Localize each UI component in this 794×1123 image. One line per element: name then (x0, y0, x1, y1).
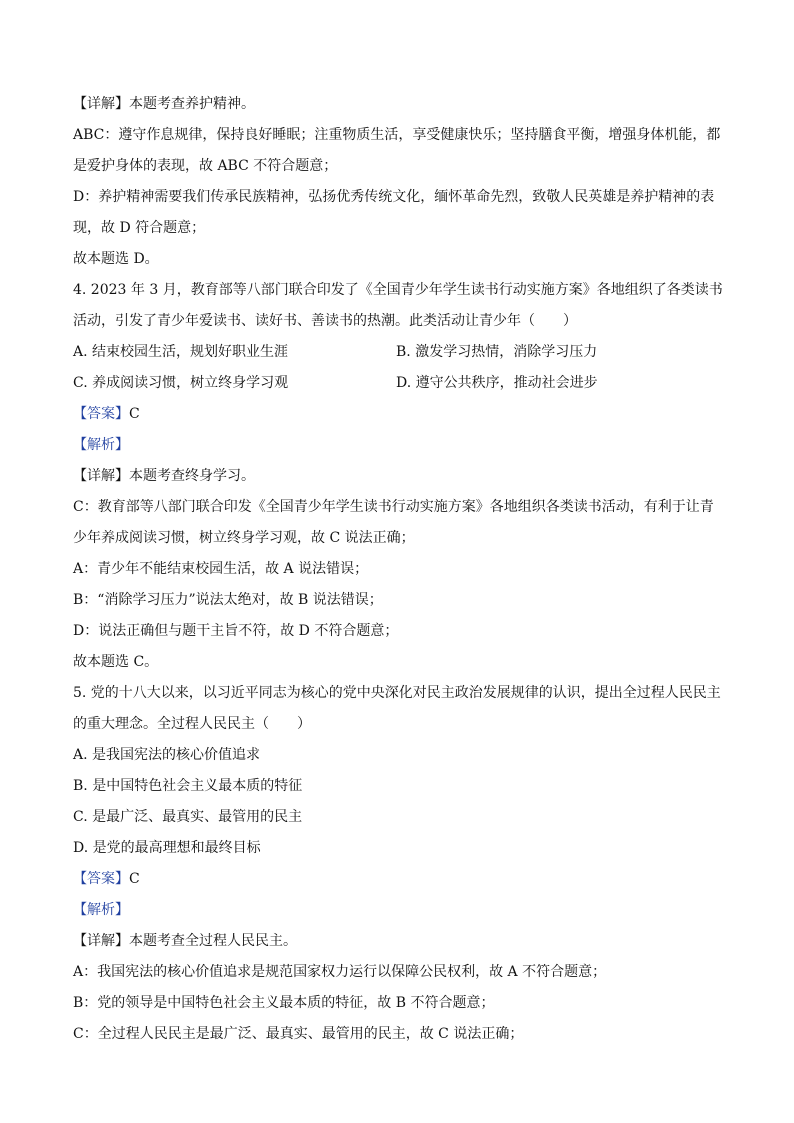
option-c: C. 养成阅读习惯，树立终身学习观 (73, 375, 289, 391)
explanation-line: D：养护精神需要我们传承民族精神，弘扬优秀传统文化，缅怀革命先烈，致敬人民英雄是养护精神的表 (73, 189, 715, 205)
explanation-line: B：“消除学习压力”说法太绝对，故 B 说法错误； (73, 592, 383, 608)
option-d: D. 遵守公共秩序，推动社会进步 (396, 375, 598, 391)
conclusion-line: 故本题选 D。 (73, 251, 159, 267)
explanation-line: A：青少年不能结束校园生活，故 A 说法错误； (73, 561, 369, 577)
answer-value: C (129, 871, 140, 887)
option-c: C. 是最广泛、最真实、最管用的民主 (73, 809, 303, 825)
question-4-stem: 4. 2023 年 3 月，教育部等八部门联合印发了《全国青少年学生读书行动实施方案》各地组织了各类读书 (73, 282, 723, 298)
answer-label: 【答案】 (73, 871, 129, 887)
answer-value: C (129, 406, 140, 422)
explanation-detail-5: 【详解】本题考查全过程人民民主。 (73, 933, 297, 949)
explanation-line: B：党的领导是中国特色社会主义最本质的特征，故 B 不符合题意； (73, 995, 495, 1011)
question-4-stem: 活动，引发了青少年爱读书、读好书、善读书的热潮。此类活动让青少年（ ） (73, 313, 577, 329)
analysis-label: 【解析】 (73, 437, 129, 453)
analysis-label: 【解析】 (73, 902, 129, 918)
question-5-stem: 5. 党的十八大以来，以习近平同志为核心的党中央深化对民主政治发展规律的认识，提出全过程人民民主 (73, 685, 721, 701)
option-b: B. 是中国特色社会主义最本质的特征 (73, 778, 303, 794)
explanation-line: 是爱护身体的表现，故 ABC 不符合题意； (73, 158, 338, 174)
explanation-line: C：全过程人民民主是最广泛、最真实、最管用的民主，故 C 说法正确； (73, 1026, 524, 1042)
explanation-detail-4: 【详解】本题考查终身学习。 (73, 468, 255, 484)
option-d: D. 是党的最高理想和最终目标 (73, 840, 261, 856)
explanation-line: C：教育部等八部门联合印发《全国青少年学生读书行动实施方案》各地组织各类读书活动，有利于让青 (73, 499, 714, 515)
explanation-line: 现，故 D 符合题意； (73, 220, 206, 236)
answer-label: 【答案】 (73, 406, 129, 422)
option-a: A. 是我国宪法的核心价值追求 (73, 747, 261, 763)
question-5-stem: 的重大理念。全过程人民民主（ ） (73, 716, 311, 732)
option-b: B. 激发学习热情，消除学习压力 (396, 344, 598, 360)
explanation-line: D：说法正确但与题干主旨不符，故 D 不符合题意； (73, 623, 399, 639)
explanation-line: ABC：遵守作息规律，保持良好睡眠；注重物质生活，享受健康快乐；坚持膳食平衡，增强身体机能，都 (73, 127, 721, 143)
answer-line (73, 403, 140, 425)
answer-line (73, 868, 140, 890)
explanation-line: 少年养成阅读习惯，树立终身学习观，故 C 说法正确； (73, 530, 415, 546)
option-a: A. 结束校园生活，规划好职业生涯 (73, 344, 289, 360)
explanation-detail-3: 【详解】本题考查养护精神。 (73, 96, 255, 112)
conclusion-line: 故本题选 C。 (73, 654, 159, 670)
explanation-line: A：我国宪法的核心价值追求是规范国家权力运行以保障公民权利，故 A 不符合题意； (73, 964, 607, 980)
